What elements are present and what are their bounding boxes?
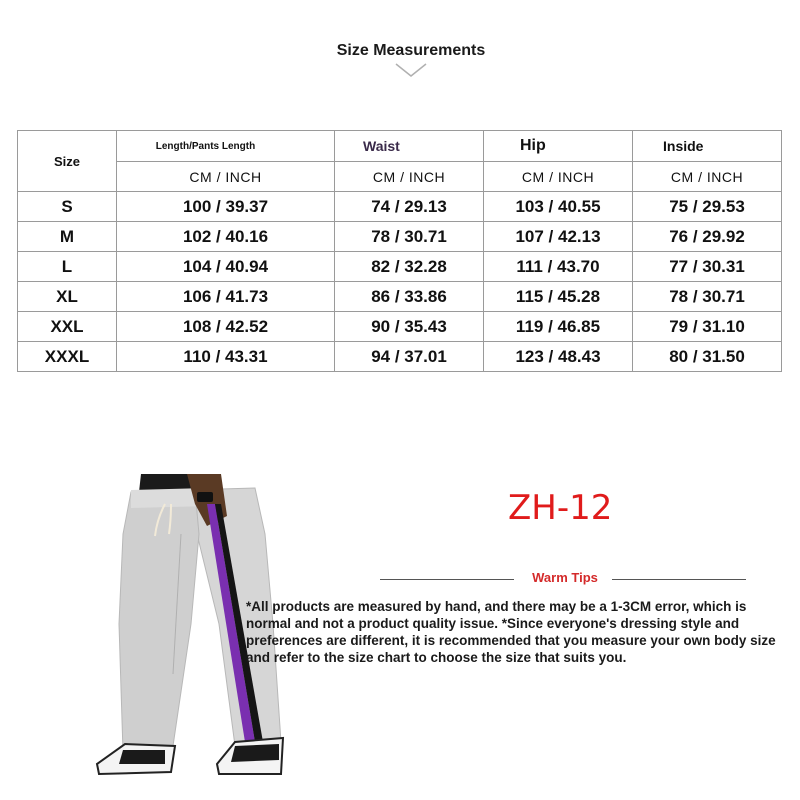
size-cell: XL (18, 282, 117, 312)
table-row (18, 222, 782, 252)
inside-cell: 80 / 31.50 (633, 342, 782, 372)
waist-cell: 94 / 37.01 (335, 342, 484, 372)
size-cell: XXL (18, 312, 117, 342)
tips-divider-right (612, 579, 746, 580)
hip-cell: 123 / 48.43 (484, 342, 633, 372)
length-cell: 102 / 40.16 (117, 222, 335, 252)
tips-divider-left (380, 579, 514, 580)
page-title: Size Measurements (336, 42, 486, 59)
inside-cell: 76 / 29.92 (633, 222, 782, 252)
inside-unit-header: CM / INCH (633, 162, 782, 192)
warm-tips-text: *All products are measured by hand, and there may be a 1-3CM error, which is normal and not a product quality issue. *Since everyone's dressing style and preferences are different, it is recommended that you measure your own body size and refer to the size chart to choose the size that suits you. (246, 599, 776, 665)
length-unit-header: CM / INCH (117, 162, 335, 192)
table-row (18, 342, 782, 372)
hip-cell: 115 / 45.28 (484, 282, 633, 312)
table-row (18, 282, 782, 312)
length-cell: 106 / 41.73 (117, 282, 335, 312)
inside-cell: 79 / 31.10 (633, 312, 782, 342)
waist-unit-header: CM / INCH (335, 162, 484, 192)
hip-column-header: Hip (484, 131, 633, 162)
inside-cell: 77 / 30.31 (633, 252, 782, 282)
hip-cell: 103 / 40.55 (484, 192, 633, 222)
size-chart-table (17, 130, 782, 372)
size-cell: L (18, 252, 117, 282)
hip-cell: 107 / 42.13 (484, 222, 633, 252)
length-column-header: Length/Pants Length (117, 131, 335, 162)
waist-cell: 78 / 30.71 (335, 222, 484, 252)
table-row (18, 192, 782, 222)
length-cell: 104 / 40.94 (117, 252, 335, 282)
waist-cell: 86 / 33.86 (335, 282, 484, 312)
table-row (18, 312, 782, 342)
size-cell: XXXL (18, 342, 117, 372)
inside-cell: 75 / 29.53 (633, 192, 782, 222)
waist-cell: 90 / 35.43 (335, 312, 484, 342)
length-cell: 100 / 39.37 (117, 192, 335, 222)
size-column-header: Size (18, 131, 117, 192)
length-cell: 110 / 43.31 (117, 342, 335, 372)
inside-column-header: Inside (633, 131, 782, 162)
waist-column-header: Waist (335, 131, 484, 162)
table-row (18, 252, 782, 282)
warm-tips-label: Warm Tips (532, 570, 598, 585)
size-cell: S (18, 192, 117, 222)
hip-cell: 111 / 43.70 (484, 252, 633, 282)
hip-cell: 119 / 46.85 (484, 312, 633, 342)
waist-cell: 82 / 32.28 (335, 252, 484, 282)
inside-cell: 78 / 30.71 (633, 282, 782, 312)
length-cell: 108 / 42.52 (117, 312, 335, 342)
waist-cell: 74 / 29.13 (335, 192, 484, 222)
model-code: ZH-12 (508, 488, 613, 528)
size-cell: M (18, 222, 117, 252)
hip-unit-header: CM / INCH (484, 162, 633, 192)
chevron-down-icon (395, 62, 427, 78)
